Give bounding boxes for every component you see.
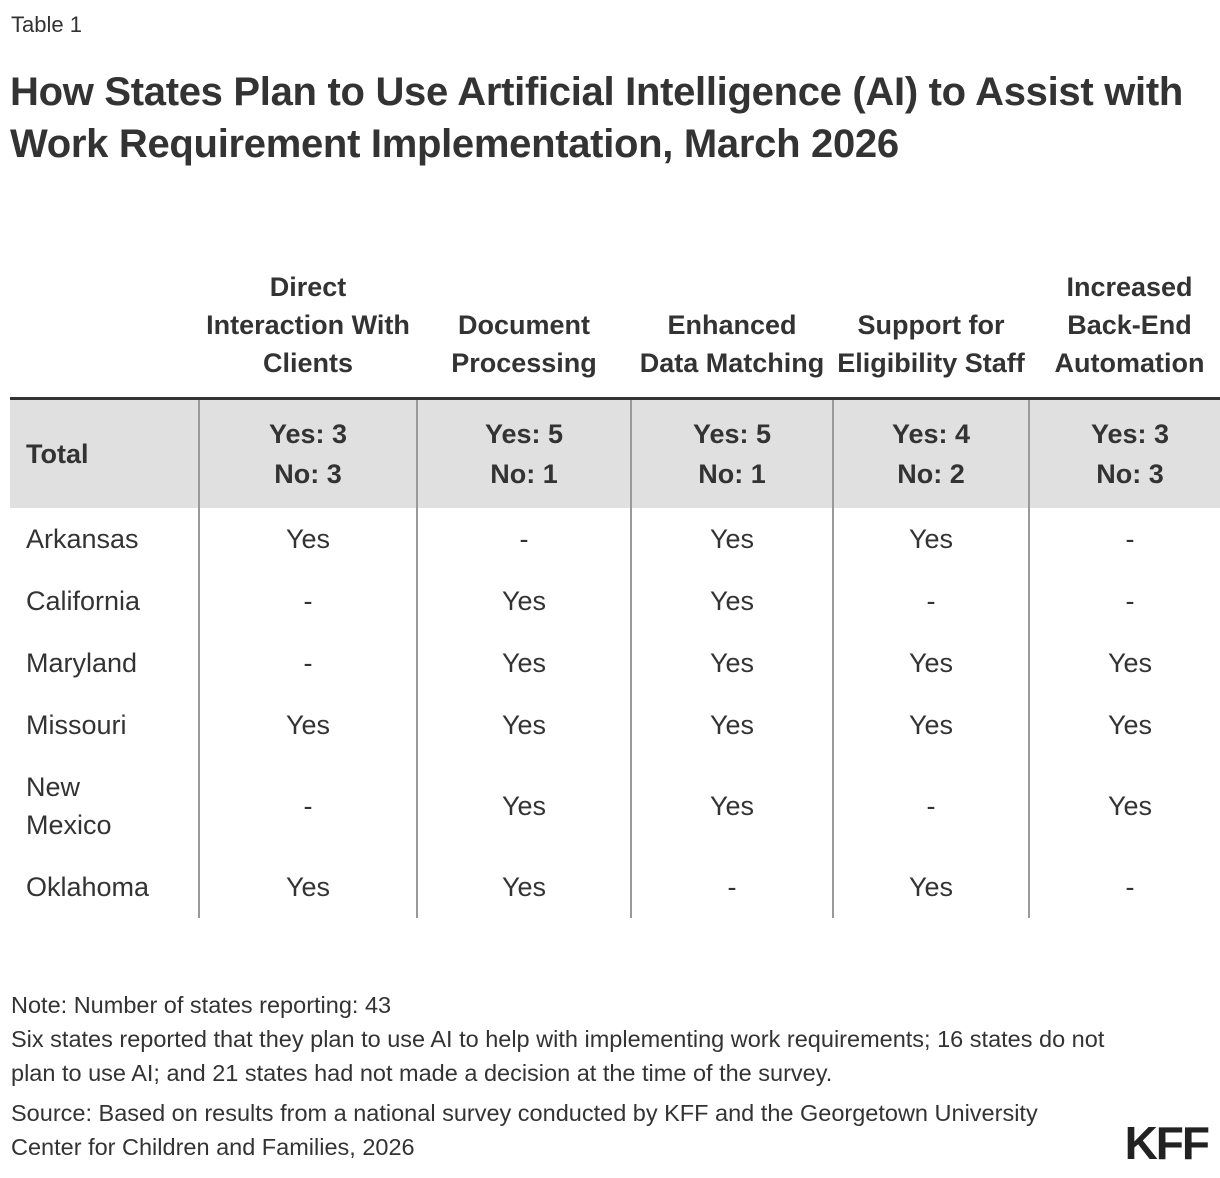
- table-cell: -: [1029, 856, 1220, 918]
- state-name: New Mexico: [26, 772, 112, 840]
- total-yes: Yes: 5: [484, 419, 564, 449]
- total-yes: Yes: 5: [692, 419, 772, 449]
- table-cell: Yes: [833, 694, 1029, 756]
- total-no: No: 1: [490, 459, 558, 489]
- table-cell: -: [199, 570, 417, 632]
- table-cell: Yes: [1029, 756, 1220, 856]
- total-cell: [417, 399, 631, 509]
- table-cell: Yes: [417, 570, 631, 632]
- header-row: [10, 220, 1220, 399]
- table-row: [10, 694, 1220, 756]
- table-cell: Yes: [417, 756, 631, 856]
- table-cell: Yes: [833, 856, 1029, 918]
- table-label: Table 1: [11, 12, 82, 37]
- table-cell: -: [199, 756, 417, 856]
- footnotes: [11, 988, 1111, 1164]
- table-row: [10, 856, 1220, 918]
- total-yes: Yes: 3: [268, 419, 348, 449]
- table-row: [10, 632, 1220, 694]
- total-row: [10, 399, 1220, 509]
- table-row: [10, 756, 1220, 856]
- state-name: Missouri: [26, 710, 127, 740]
- title-line-1: How States Plan to Use Artificial Intelligence (AI) to Assist with: [10, 70, 1183, 114]
- table-cell: -: [417, 508, 631, 570]
- note-states-reporting: Note: Number of states reporting: 43: [11, 992, 392, 1018]
- table-cell: Yes: [631, 508, 833, 570]
- note-detail: Six states reported that they plan to use AI to help with implementing work requirements; 16 states do not plan to use AI; and 21 states had not made a decision at the time of the survey.: [11, 1026, 1105, 1086]
- state-name: Maryland: [26, 648, 138, 678]
- total-cell: [833, 399, 1029, 509]
- column-header-back-end-automation: Increased Back-End Automation: [1029, 220, 1220, 399]
- column-header-document-processing: Document Processing: [417, 220, 631, 399]
- table-cell: Yes: [417, 694, 631, 756]
- table-row: [10, 508, 1220, 570]
- column-header-direct-interaction: Direct Interaction With Clients: [199, 220, 417, 399]
- table-cell: Yes: [833, 632, 1029, 694]
- table-cell: Yes: [199, 856, 417, 918]
- total-cell: [199, 399, 417, 509]
- state-name: California: [26, 586, 141, 616]
- table-cell: Yes: [631, 632, 833, 694]
- title-line-2: Work Requirement Implementation, March 2026: [10, 122, 899, 166]
- total-no: No: 3: [1096, 459, 1164, 489]
- table-cell: Yes: [631, 570, 833, 632]
- table-cell: Yes: [833, 508, 1029, 570]
- table-cell: Yes: [199, 508, 417, 570]
- table-cell: -: [833, 570, 1029, 632]
- table-cell: Yes: [1029, 694, 1220, 756]
- table-cell: Yes: [417, 856, 631, 918]
- kff-logo: KFF: [1124, 1117, 1208, 1169]
- page-title: [10, 66, 1220, 170]
- table-cell: Yes: [631, 694, 833, 756]
- table-row: [10, 570, 1220, 632]
- total-yes: Yes: 3: [1090, 419, 1170, 449]
- table-cell: -: [631, 856, 833, 918]
- table-cell: -: [199, 632, 417, 694]
- state-name: Oklahoma: [26, 872, 150, 902]
- source-note: Source: Based on results from a national survey conducted by KFF and the Georgetown University Center for Children and Families, 2026: [11, 1100, 1038, 1160]
- table-cell: -: [1029, 508, 1220, 570]
- data-table-container: [10, 220, 1220, 918]
- ai-use-table: [10, 220, 1220, 918]
- total-label: Total: [10, 399, 199, 509]
- table-cell: Yes: [631, 756, 833, 856]
- table-cell: Yes: [417, 632, 631, 694]
- column-header-eligibility-staff-support: Support for Eligibility Staff: [833, 220, 1029, 399]
- column-header-state: [10, 220, 199, 399]
- total-no: No: 2: [897, 459, 965, 489]
- state-name: Arkansas: [26, 524, 139, 554]
- total-cell: [1029, 399, 1220, 509]
- total-cell: [631, 399, 833, 509]
- total-no: No: 3: [274, 459, 342, 489]
- table-cell: Yes: [1029, 632, 1220, 694]
- table-cell: -: [1029, 570, 1220, 632]
- table-cell: Yes: [199, 694, 417, 756]
- total-no: No: 1: [698, 459, 766, 489]
- table-cell: -: [833, 756, 1029, 856]
- total-yes: Yes: 4: [891, 419, 971, 449]
- column-header-enhanced-data-matching: Enhanced Data Matching: [631, 220, 833, 399]
